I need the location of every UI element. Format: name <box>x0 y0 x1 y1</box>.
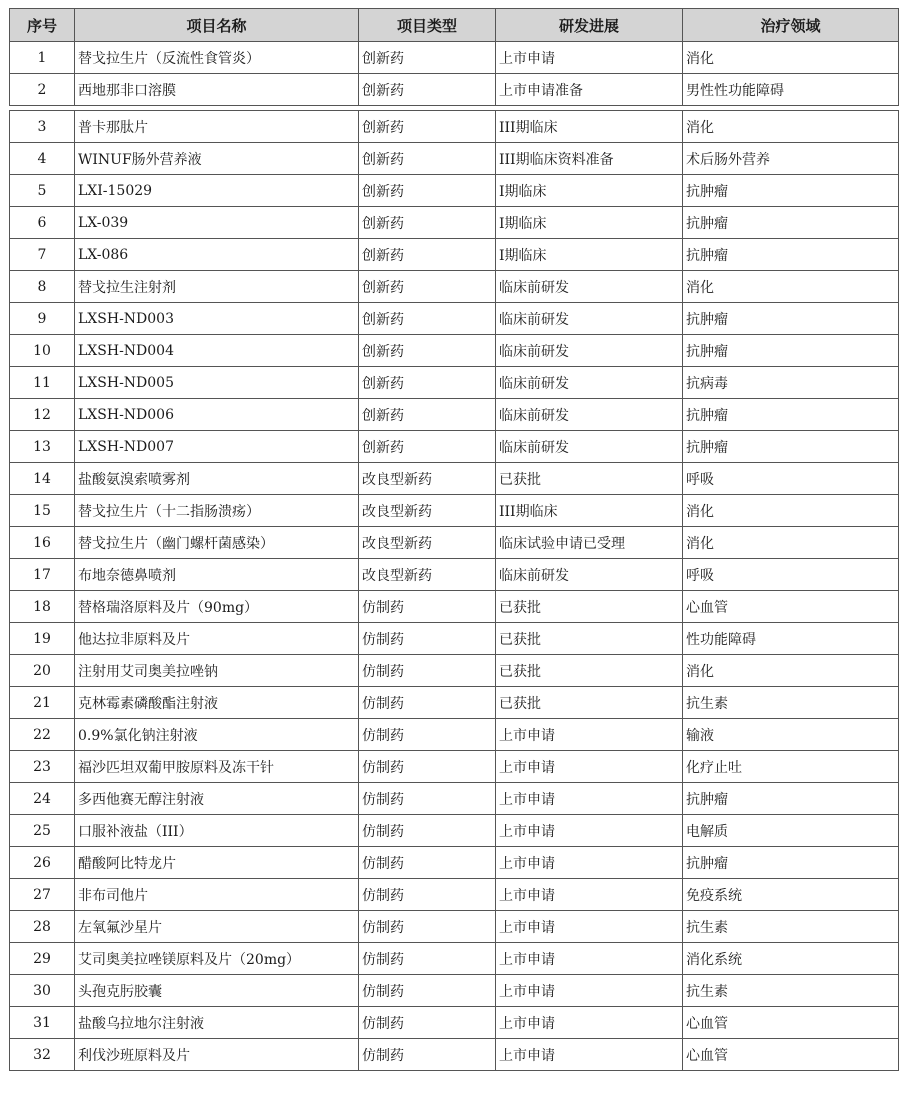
table-row <box>10 847 899 879</box>
cell-index: 25 <box>10 815 75 847</box>
cell-index: 29 <box>10 943 75 975</box>
cell-project-name: LX-086 <box>75 239 359 271</box>
cell-project-name: 替戈拉生片（幽门螺杆菌感染） <box>75 527 359 559</box>
cell-project-type: 仿制药 <box>359 623 496 655</box>
cell-therapeutic-area: 消化 <box>683 527 899 559</box>
cell-progress: 上市申请 <box>496 42 683 74</box>
cell-index: 30 <box>10 975 75 1007</box>
cell-project-name: 左氧氟沙星片 <box>75 911 359 943</box>
cell-project-name: 他达拉非原料及片 <box>75 623 359 655</box>
cell-therapeutic-area: 男性性功能障碍 <box>683 74 899 106</box>
cell-project-type: 创新药 <box>359 303 496 335</box>
cell-project-type: 创新药 <box>359 111 496 143</box>
cell-project-name: LXI-15029 <box>75 175 359 207</box>
cell-progress: 上市申请 <box>496 1007 683 1039</box>
cell-project-name: 多西他赛无醇注射液 <box>75 783 359 815</box>
header-therapeutic-area: 治疗领域 <box>683 9 899 42</box>
cell-therapeutic-area: 心血管 <box>683 591 899 623</box>
cell-project-type: 创新药 <box>359 335 496 367</box>
cell-project-type: 仿制药 <box>359 591 496 623</box>
cell-therapeutic-area: 呼吸 <box>683 463 899 495</box>
cell-project-type: 改良型新药 <box>359 527 496 559</box>
cell-index: 31 <box>10 1007 75 1039</box>
table-row <box>10 591 899 623</box>
table-row <box>10 783 899 815</box>
cell-project-type: 创新药 <box>359 175 496 207</box>
cell-index: 28 <box>10 911 75 943</box>
table-row <box>10 143 899 175</box>
cell-project-type: 创新药 <box>359 143 496 175</box>
cell-progress: 上市申请 <box>496 975 683 1007</box>
cell-project-name: 醋酸阿比特龙片 <box>75 847 359 879</box>
cell-project-type: 仿制药 <box>359 815 496 847</box>
header-progress: 研发进展 <box>496 9 683 42</box>
cell-index: 7 <box>10 239 75 271</box>
cell-index: 19 <box>10 623 75 655</box>
cell-progress: 临床前研发 <box>496 271 683 303</box>
table-row <box>10 431 899 463</box>
cell-therapeutic-area: 输液 <box>683 719 899 751</box>
cell-project-name: 头孢克肟胶囊 <box>75 975 359 1007</box>
cell-index: 22 <box>10 719 75 751</box>
cell-project-name: LXSH-ND003 <box>75 303 359 335</box>
cell-project-name: LXSH-ND005 <box>75 367 359 399</box>
cell-project-name: WINUF肠外营养液 <box>75 143 359 175</box>
cell-therapeutic-area: 抗生素 <box>683 911 899 943</box>
table-row <box>10 911 899 943</box>
cell-project-name: 0.9%氯化钠注射液 <box>75 719 359 751</box>
cell-therapeutic-area: 心血管 <box>683 1039 899 1071</box>
table-row <box>10 207 899 239</box>
cell-project-type: 创新药 <box>359 74 496 106</box>
table-row <box>10 303 899 335</box>
cell-project-name: 替格瑞洛原料及片（90mg） <box>75 591 359 623</box>
header-project-type: 项目类型 <box>359 9 496 42</box>
header-index: 序号 <box>10 9 75 42</box>
cell-therapeutic-area: 消化 <box>683 271 899 303</box>
cell-index: 12 <box>10 399 75 431</box>
cell-progress: 上市申请 <box>496 911 683 943</box>
cell-project-type: 创新药 <box>359 42 496 74</box>
cell-progress: 临床前研发 <box>496 303 683 335</box>
cell-therapeutic-area: 抗肿瘤 <box>683 335 899 367</box>
cell-therapeutic-area: 化疗止吐 <box>683 751 899 783</box>
cell-index: 14 <box>10 463 75 495</box>
cell-project-name: 替戈拉生片（十二指肠溃疡） <box>75 495 359 527</box>
cell-project-type: 仿制药 <box>359 911 496 943</box>
cell-project-name: 克林霉素磷酸酯注射液 <box>75 687 359 719</box>
table-row <box>10 815 899 847</box>
cell-project-name: 替戈拉生片（反流性食管炎） <box>75 42 359 74</box>
cell-project-name: 替戈拉生注射剂 <box>75 271 359 303</box>
cell-project-name: 福沙匹坦双葡甲胺原料及冻干针 <box>75 751 359 783</box>
cell-progress: 临床前研发 <box>496 559 683 591</box>
cell-index: 20 <box>10 655 75 687</box>
pipeline-table-top <box>9 8 899 106</box>
table-row <box>10 42 899 74</box>
cell-project-name: LXSH-ND006 <box>75 399 359 431</box>
cell-project-name: 盐酸乌拉地尔注射液 <box>75 1007 359 1039</box>
cell-progress: 已获批 <box>496 591 683 623</box>
cell-project-type: 创新药 <box>359 367 496 399</box>
cell-project-name: LXSH-ND007 <box>75 431 359 463</box>
table-row <box>10 271 899 303</box>
cell-progress: 上市申请 <box>496 815 683 847</box>
cell-index: 18 <box>10 591 75 623</box>
table-row <box>10 399 899 431</box>
cell-therapeutic-area: 抗肿瘤 <box>683 207 899 239</box>
cell-therapeutic-area: 抗病毒 <box>683 367 899 399</box>
cell-project-name: 西地那非口溶膜 <box>75 74 359 106</box>
table-row <box>10 879 899 911</box>
cell-project-type: 仿制药 <box>359 975 496 1007</box>
table-row <box>10 559 899 591</box>
cell-project-name: 非布司他片 <box>75 879 359 911</box>
cell-project-type: 改良型新药 <box>359 495 496 527</box>
cell-index: 8 <box>10 271 75 303</box>
cell-index: 10 <box>10 335 75 367</box>
cell-therapeutic-area: 呼吸 <box>683 559 899 591</box>
cell-therapeutic-area: 术后肠外营养 <box>683 143 899 175</box>
cell-progress: 已获批 <box>496 623 683 655</box>
cell-progress: I期临床 <box>496 207 683 239</box>
table-row <box>10 463 899 495</box>
cell-project-type: 仿制药 <box>359 1007 496 1039</box>
table-row <box>10 495 899 527</box>
cell-therapeutic-area: 抗肿瘤 <box>683 847 899 879</box>
cell-project-type: 改良型新药 <box>359 559 496 591</box>
table-row <box>10 74 899 106</box>
cell-project-name: 布地奈德鼻喷剂 <box>75 559 359 591</box>
table-row <box>10 687 899 719</box>
table-row <box>10 1007 899 1039</box>
cell-project-name: 盐酸氨溴索喷雾剂 <box>75 463 359 495</box>
pipeline-table-bottom <box>9 110 899 1071</box>
cell-progress: 上市申请 <box>496 751 683 783</box>
cell-index: 15 <box>10 495 75 527</box>
table-row <box>10 335 899 367</box>
cell-index: 2 <box>10 74 75 106</box>
cell-therapeutic-area: 消化 <box>683 495 899 527</box>
cell-project-name: LX-039 <box>75 207 359 239</box>
cell-project-type: 创新药 <box>359 271 496 303</box>
cell-progress: 临床前研发 <box>496 367 683 399</box>
cell-progress: 临床前研发 <box>496 399 683 431</box>
cell-therapeutic-area: 消化系统 <box>683 943 899 975</box>
cell-therapeutic-area: 电解质 <box>683 815 899 847</box>
cell-project-name: 艾司奥美拉唑镁原料及片（20mg） <box>75 943 359 975</box>
cell-progress: III期临床 <box>496 495 683 527</box>
table-row <box>10 175 899 207</box>
cell-progress: 上市申请准备 <box>496 74 683 106</box>
cell-progress: 上市申请 <box>496 943 683 975</box>
cell-progress: 临床前研发 <box>496 431 683 463</box>
cell-project-type: 仿制药 <box>359 943 496 975</box>
cell-index: 16 <box>10 527 75 559</box>
cell-therapeutic-area: 抗生素 <box>683 975 899 1007</box>
table-row <box>10 655 899 687</box>
table-row <box>10 719 899 751</box>
cell-project-name: 口服补液盐（III） <box>75 815 359 847</box>
cell-progress: 临床试验申请已受理 <box>496 527 683 559</box>
pipeline-table-sheet <box>9 8 898 1071</box>
table-row <box>10 111 899 143</box>
table-row <box>10 527 899 559</box>
cell-therapeutic-area: 抗肿瘤 <box>683 399 899 431</box>
cell-project-type: 仿制药 <box>359 783 496 815</box>
cell-index: 9 <box>10 303 75 335</box>
cell-project-type: 仿制药 <box>359 1039 496 1071</box>
cell-therapeutic-area: 抗肿瘤 <box>683 175 899 207</box>
cell-progress: I期临床 <box>496 239 683 271</box>
cell-progress: 临床前研发 <box>496 335 683 367</box>
cell-project-name: LXSH-ND004 <box>75 335 359 367</box>
cell-project-type: 改良型新药 <box>359 463 496 495</box>
cell-project-type: 仿制药 <box>359 655 496 687</box>
cell-progress: 上市申请 <box>496 783 683 815</box>
cell-therapeutic-area: 性功能障碍 <box>683 623 899 655</box>
cell-therapeutic-area: 抗肿瘤 <box>683 783 899 815</box>
cell-project-type: 创新药 <box>359 431 496 463</box>
cell-project-name: 利伐沙班原料及片 <box>75 1039 359 1071</box>
cell-progress: 已获批 <box>496 655 683 687</box>
cell-progress: 上市申请 <box>496 719 683 751</box>
cell-project-type: 创新药 <box>359 207 496 239</box>
cell-progress: 上市申请 <box>496 847 683 879</box>
cell-index: 5 <box>10 175 75 207</box>
cell-index: 24 <box>10 783 75 815</box>
cell-therapeutic-area: 免疫系统 <box>683 879 899 911</box>
cell-progress: 已获批 <box>496 687 683 719</box>
cell-index: 21 <box>10 687 75 719</box>
cell-index: 1 <box>10 42 75 74</box>
cell-therapeutic-area: 心血管 <box>683 1007 899 1039</box>
cell-project-type: 仿制药 <box>359 751 496 783</box>
cell-index: 13 <box>10 431 75 463</box>
cell-index: 27 <box>10 879 75 911</box>
cell-therapeutic-area: 抗生素 <box>683 687 899 719</box>
cell-project-name: 普卡那肽片 <box>75 111 359 143</box>
cell-project-name: 注射用艾司奥美拉唑钠 <box>75 655 359 687</box>
cell-index: 26 <box>10 847 75 879</box>
cell-therapeutic-area: 抗肿瘤 <box>683 303 899 335</box>
header-project-name: 项目名称 <box>75 9 359 42</box>
table-row <box>10 751 899 783</box>
cell-therapeutic-area: 消化 <box>683 111 899 143</box>
table-header-row <box>10 9 899 42</box>
cell-therapeutic-area: 消化 <box>683 42 899 74</box>
table-row <box>10 367 899 399</box>
table-row <box>10 239 899 271</box>
cell-progress: I期临床 <box>496 175 683 207</box>
cell-project-type: 仿制药 <box>359 719 496 751</box>
cell-index: 3 <box>10 111 75 143</box>
cell-index: 23 <box>10 751 75 783</box>
cell-progress: III期临床资料准备 <box>496 143 683 175</box>
cell-index: 4 <box>10 143 75 175</box>
table-row <box>10 943 899 975</box>
table-row <box>10 1039 899 1071</box>
cell-progress: 已获批 <box>496 463 683 495</box>
cell-therapeutic-area: 消化 <box>683 655 899 687</box>
cell-progress: III期临床 <box>496 111 683 143</box>
table-row <box>10 975 899 1007</box>
table-row <box>10 623 899 655</box>
cell-project-type: 仿制药 <box>359 687 496 719</box>
cell-index: 11 <box>10 367 75 399</box>
cell-therapeutic-area: 抗肿瘤 <box>683 239 899 271</box>
cell-progress: 上市申请 <box>496 1039 683 1071</box>
cell-project-type: 仿制药 <box>359 847 496 879</box>
cell-project-type: 仿制药 <box>359 879 496 911</box>
cell-project-type: 创新药 <box>359 399 496 431</box>
cell-project-type: 创新药 <box>359 239 496 271</box>
cell-therapeutic-area: 抗肿瘤 <box>683 431 899 463</box>
cell-index: 32 <box>10 1039 75 1071</box>
cell-index: 6 <box>10 207 75 239</box>
cell-progress: 上市申请 <box>496 879 683 911</box>
cell-index: 17 <box>10 559 75 591</box>
